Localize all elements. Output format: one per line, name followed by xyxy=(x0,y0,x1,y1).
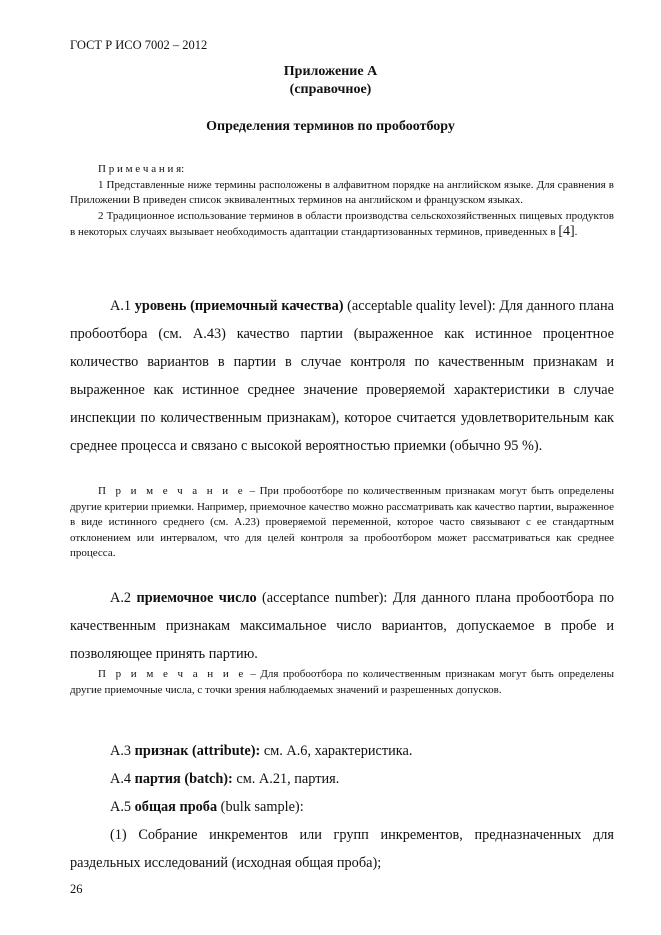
term-a1-text: Для данного плана пробоотбора (см. А.43) качество партии (выраженное как истинное процентное количество вариантов в партии в случае контроля по качественным признакам и выраженное как истинное среднее значение проверяемой характеристики в случае инспекции по количественным признакам), которое считается удовлетворительным как среднее процесса и связано с высокой вероятностью приемки (обычно 95 %). xyxy=(70,298,615,454)
term-a1-note xyxy=(70,484,614,562)
term-a1-note-text: – При пробоотборе по количественным признакам могут быть определены другие критерии приемки. Например, приемочное качество можно рассматривать как качество партии, выраженное в виде истинного среднего (см. А.23) проверяемой переменной, которое часто связывают с ее стандартным отклонением или интервалом, что для целей контроля за пробоотбором может рассматриваться как среднее процесса. xyxy=(70,485,614,559)
term-a1-paragraph xyxy=(70,292,614,460)
term-a5 xyxy=(70,793,614,821)
term-a2-english: (acceptance number): xyxy=(262,590,388,606)
note-2 xyxy=(70,209,614,241)
term-a4-number: А.4 xyxy=(110,771,132,787)
section-title: Определения терминов по пробоотбору xyxy=(206,119,455,134)
terms-a3-a5 xyxy=(70,737,614,877)
term-a2-term: приемочное число xyxy=(136,590,257,606)
page-number: 26 xyxy=(70,882,83,896)
term-a2-paragraph xyxy=(70,584,614,668)
appendix-subtitle: (справочное) xyxy=(289,82,372,97)
term-a2-number: А.2 xyxy=(110,590,132,606)
term-a4-text: см. А.21, партия. xyxy=(232,771,340,787)
notes-block xyxy=(70,162,614,241)
term-a1-note-paragraph xyxy=(70,484,614,562)
document-header: ГОСТ Р ИСО 7002 – 2012 xyxy=(70,38,208,52)
term-a2-note xyxy=(70,667,614,698)
term-a5-term: общая проба xyxy=(134,799,218,815)
term-a2-note-paragraph xyxy=(70,667,614,698)
note-2-reference: [4] xyxy=(558,224,575,239)
term-a5-number: А.5 xyxy=(110,799,132,815)
term-a2-text: Для данного плана пробоотбора по качественным признакам максимальное число вариантов, допускаемое в пробе и позволяющее принять партию. xyxy=(70,590,614,662)
term-a4-term: партия (batch): xyxy=(134,771,233,787)
notes-label: П р и м е ч а н и я: xyxy=(98,163,185,175)
term-a3-term: признак (attribute): xyxy=(134,743,261,759)
term-a1-number: А.1 xyxy=(110,298,132,314)
appendix-title: Приложение А xyxy=(283,64,378,79)
term-a2 xyxy=(70,584,614,668)
term-a1-english: (acceptable quality level): xyxy=(347,298,496,314)
term-a1-term: уровень (приемочный качества) xyxy=(134,298,344,314)
term-a4 xyxy=(70,765,614,793)
term-a3-text: см. А.6, характеристика. xyxy=(260,743,413,759)
term-a1-note-label: П р и м е ч а н и е xyxy=(98,485,246,497)
note-2-end: . xyxy=(574,226,578,238)
note-1: 1 Представленные ниже термины расположены в алфавитном порядке на английском языке. Для сравнения в Приложении В приведен список эквивалентных терминов на английском и французском языках. xyxy=(70,178,614,206)
term-a2-note-text: – Для пробоотбора по количественным признакам могут быть определены другие приемочные числа, с точки зрения наблюдаемых значений и разрешенных допусков. xyxy=(70,668,614,696)
term-a5-item-1: (1) Собрание инкрементов или групп инкрементов, предназначенных для раздельных исследований (исходная общая проба); xyxy=(70,827,614,871)
note-2-text: 2 Традиционное использование терминов в области производства сельскохозяйственных пищевых продуктов в некоторых случаях вызывает необходимость адаптации стандартизованных терминов, приведенных в xyxy=(70,209,614,238)
term-a2-note-label: П р и м е ч а н и е xyxy=(98,668,246,680)
term-a5-text: (bulk sample): xyxy=(217,799,304,815)
term-a1 xyxy=(70,292,614,460)
term-a3 xyxy=(70,737,614,765)
term-a3-number: А.3 xyxy=(110,743,132,759)
